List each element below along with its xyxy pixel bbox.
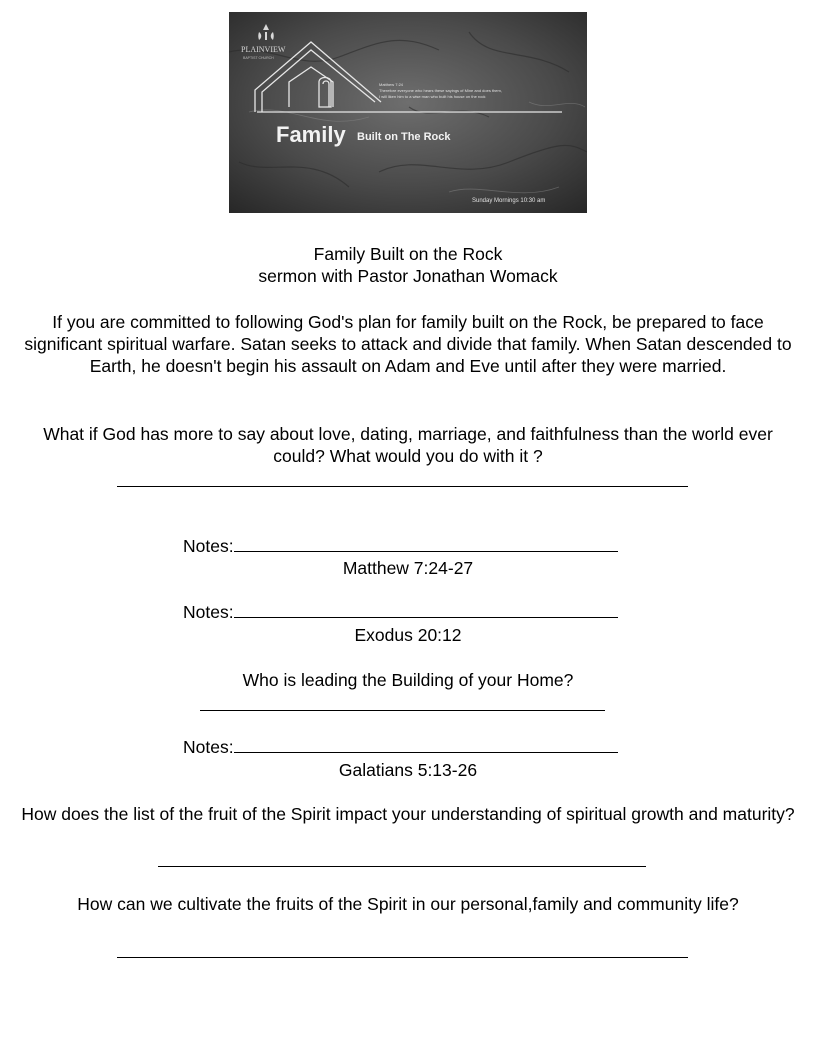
answer-line[interactable] bbox=[117, 957, 688, 958]
sermon-banner-image bbox=[229, 12, 587, 213]
question-fruit-spirit-growth: How does the list of the fruit of the Spirit impact your understanding of spiritual growth and maturity? bbox=[21, 804, 795, 824]
notes-field-2[interactable] bbox=[183, 601, 618, 623]
question-love-dating: What if God has more to say about love, dating, marriage, and faithfulness than the world ever could? What would you do with it ? bbox=[43, 424, 773, 466]
banner-scripture-line-2: Therefore everyone who hears these sayings of Mine and does them, bbox=[379, 88, 502, 93]
notes-field-3[interactable] bbox=[183, 736, 618, 758]
answer-line[interactable] bbox=[158, 866, 646, 867]
banner-schedule: Sunday Mornings 10:30 am bbox=[472, 198, 546, 204]
notes-label: Notes: bbox=[183, 737, 234, 757]
notes-label: Notes: bbox=[183, 602, 234, 622]
answer-line[interactable] bbox=[200, 710, 605, 711]
answer-line[interactable] bbox=[117, 486, 688, 487]
notes-blank[interactable] bbox=[234, 737, 618, 753]
sermon-subtitle: sermon with Pastor Jonathan Womack bbox=[258, 266, 558, 286]
notes-label: Notes: bbox=[183, 536, 234, 556]
banner-scripture-line-1: Matthew 7:24 bbox=[379, 82, 404, 87]
banner-title-rest: Built on The Rock bbox=[357, 131, 451, 143]
notes-field-1[interactable] bbox=[183, 535, 618, 557]
question-leading-home: Who is leading the Building of your Home? bbox=[242, 670, 574, 690]
question-cultivate-fruits: How can we cultivate the fruits of the Spirit in our personal,family and community life? bbox=[77, 894, 739, 914]
scripture-reference-exodus: Exodus 20:12 bbox=[354, 625, 462, 645]
church-subname: BAPTIST CHURCH bbox=[243, 56, 274, 60]
intro-paragraph: If you are committed to following God's plan for family built on the Rock, be prepared to face significant spiritual warfare. Satan seeks to attack and divide that family. When Satan descended to Earth, he doesn't begin his assault on Adam and Eve until after they were married. bbox=[24, 312, 792, 376]
banner-scripture-line-3: I will liken him to a wise man who built his house on the rock bbox=[379, 94, 486, 99]
banner-title-family: Family bbox=[276, 122, 346, 147]
notes-blank[interactable] bbox=[234, 602, 618, 618]
notes-blank[interactable] bbox=[234, 536, 618, 552]
church-name: PLAINVIEW bbox=[241, 45, 286, 54]
scripture-reference-galatians: Galatians 5:13-26 bbox=[338, 760, 478, 780]
sermon-title: Family Built on the Rock bbox=[313, 244, 503, 264]
scripture-reference-matthew: Matthew 7:24-27 bbox=[342, 558, 474, 578]
